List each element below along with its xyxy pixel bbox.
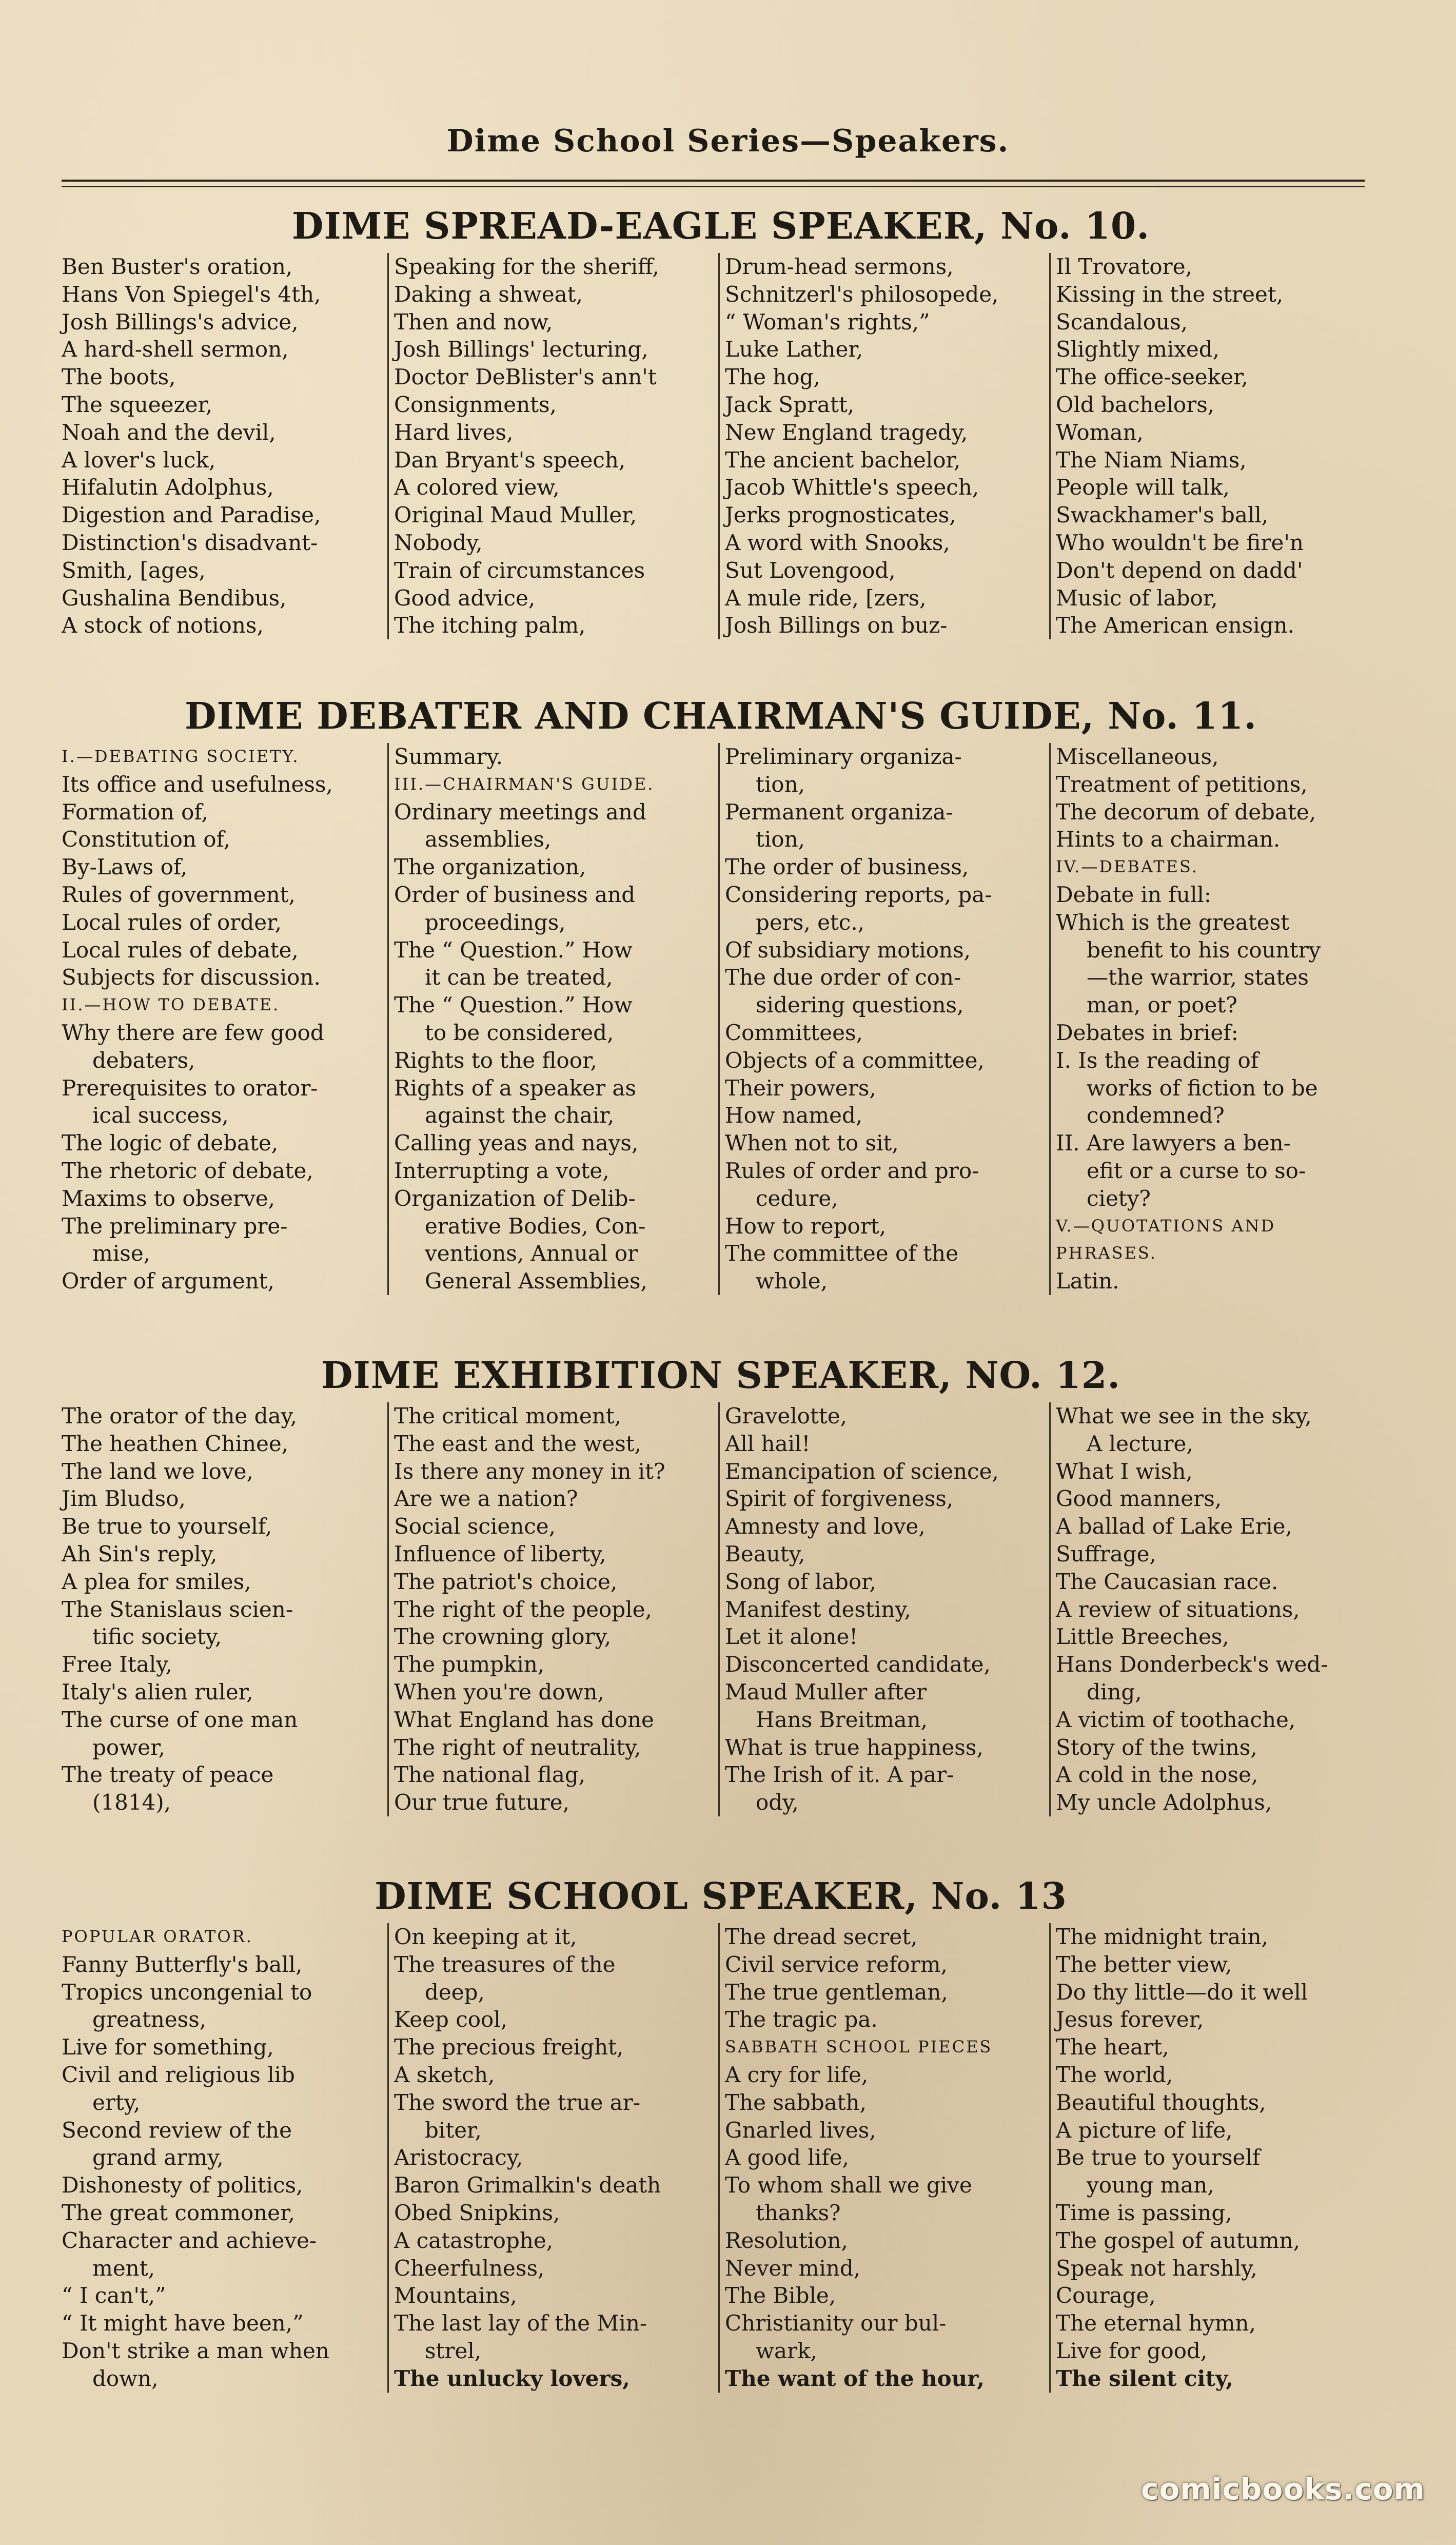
catalog-entry: Smith, [ages, — [62, 557, 206, 583]
catalog-entry: —the warrior, states — [1087, 965, 1309, 990]
catalog-entry: Consignments, — [394, 391, 557, 417]
catalog-entry: Rights of a speaker as — [394, 1075, 637, 1101]
header-rule — [62, 180, 1365, 187]
subsection-heading: POPULAR ORATOR. — [62, 1927, 253, 1946]
catalog-entry: thanks? — [756, 2200, 841, 2225]
catalog-entry: Hard lives, — [394, 419, 514, 445]
catalog-entry: Good advice, — [394, 585, 536, 611]
catalog-entry: The office-seeker, — [1056, 364, 1248, 390]
catalog-entry: The critical moment, — [394, 1403, 622, 1428]
catalog-entry: A cry for life, — [725, 2062, 869, 2087]
catalog-entry: The precious freight, — [394, 2034, 624, 2060]
catalog-entry: The treasures of the — [394, 1951, 616, 1977]
catalog-entry: Emancipation of science, — [725, 1458, 999, 1484]
catalog-entry: Beautiful thoughts, — [1056, 2089, 1266, 2115]
catalog-entry: Il Trovatore, — [1056, 254, 1192, 279]
catalog-entry: Dishonesty of politics, — [62, 2172, 303, 2198]
catalog-entry: What I wish, — [1056, 1458, 1193, 1484]
catalog-entry: Influence of liberty, — [394, 1541, 606, 1567]
catalog-entry: grand army, — [92, 2145, 224, 2170]
catalog-entry: A review of situations, — [1056, 1596, 1300, 1622]
catalog-entry: Luke Lather, — [725, 337, 863, 362]
catalog-entry: Mountains, — [394, 2283, 517, 2308]
catalog-entry: Cheerfulness, — [394, 2255, 545, 2281]
catalog-entry: The squeezer, — [62, 391, 213, 417]
catalog-entry: Jack Spratt, — [725, 391, 855, 417]
catalog-entry: Treatment of petitions, — [1056, 771, 1308, 797]
section-columns — [56, 253, 1385, 639]
catalog-entry: The orator of the day, — [62, 1403, 298, 1428]
catalog-entry: The hog, — [725, 364, 820, 390]
catalog-entry: Permanent organiza- — [725, 799, 953, 825]
catalog-entry: Josh Billings on buz- — [725, 613, 948, 638]
catalog-entry: What England has done — [394, 1707, 654, 1732]
catalog-entry: Second review of the — [62, 2117, 292, 2143]
catalog-entry: The midnight train, — [1056, 1924, 1268, 1949]
catalog-entry: A sketch, — [394, 2062, 495, 2087]
catalog-entry: Committees, — [725, 1020, 863, 1045]
catalog-entry: The curse of one man — [62, 1707, 298, 1732]
catalog-entry: When not to sit, — [725, 1130, 899, 1156]
catalog-entry: down, — [92, 2365, 159, 2391]
catalog-entry: Distinction's disadvant- — [62, 530, 318, 555]
catalog-entry: General Assemblies, — [425, 1268, 647, 1294]
catalog-entry: Its office and usefulness, — [62, 771, 333, 797]
catalog-entry: A word with Snooks, — [725, 530, 950, 555]
catalog-entry: The want of the hour, — [725, 2365, 985, 2391]
catalog-entry: Keep cool, — [394, 2007, 508, 2032]
catalog-entry: The eternal hymn, — [1056, 2311, 1256, 2336]
catalog-entry: A catastrophe, — [394, 2227, 554, 2253]
catalog-entry: Digestion and Paradise, — [62, 502, 321, 528]
catalog-entry: A stock of notions, — [62, 613, 264, 638]
catalog-entry: Be true to yourself, — [62, 1514, 272, 1539]
catalog-entry: Order of argument, — [62, 1268, 274, 1294]
catalog-entry: assemblies, — [425, 827, 552, 852]
catalog-entry: Live for something, — [62, 2034, 274, 2060]
catalog-entry: Local rules of order, — [62, 909, 282, 935]
catalog-entry: (1814), — [92, 1790, 171, 1815]
subsection-heading: IV.—DEBATES. — [1056, 857, 1198, 877]
catalog-entry: Sut Lovengood, — [725, 557, 896, 583]
catalog-entry: Rules of order and pro- — [725, 1158, 979, 1183]
catalog-entry: efit or a curse to so- — [1087, 1158, 1306, 1183]
catalog-entry: condemned? — [1087, 1103, 1225, 1128]
catalog-entry: The ancient bachelor, — [725, 447, 961, 473]
catalog-entry: Considering reports, pa- — [725, 882, 992, 907]
catalog-entry: Live for good, — [1056, 2338, 1208, 2363]
catalog-entry: Latin. — [1056, 1268, 1119, 1294]
catalog-entry: Miscellaneous, — [1056, 744, 1219, 769]
catalog-entry: ody, — [756, 1790, 799, 1815]
catalog-entry: “ Woman's rights,” — [725, 309, 930, 335]
section-debater-chairmans-guide — [56, 693, 1385, 1295]
catalog-entry: Suffrage, — [1056, 1541, 1156, 1567]
catalog-entry: Ben Buster's oration, — [62, 254, 293, 279]
catalog-entry: People will talk, — [1056, 475, 1230, 500]
catalog-entry: The sword the true ar- — [394, 2089, 641, 2115]
catalog-entry: it can be treated, — [425, 965, 613, 990]
catalog-entry: ical success, — [92, 1103, 229, 1128]
catalog-entry: Hans Von Spiegel's 4th, — [62, 281, 321, 307]
catalog-entry: whole, — [756, 1268, 828, 1294]
catalog-entry: The rhetoric of debate, — [62, 1158, 313, 1183]
section-title: DIME DEBATER AND CHAIRMAN'S GUIDE, No. 11. — [184, 694, 1257, 737]
catalog-entry: Jacob Whittle's speech, — [725, 475, 979, 500]
catalog-entry: Order of business and — [394, 882, 636, 907]
catalog-entry: The Irish of it. A par- — [725, 1762, 954, 1788]
catalog-entry: A picture of life, — [1056, 2117, 1233, 2143]
catalog-entry: Debate in full: — [1056, 882, 1211, 907]
catalog-entry: The Bible, — [725, 2283, 836, 2308]
catalog-entry: Hans Breitman, — [756, 1707, 928, 1732]
catalog-entry: to be considered, — [425, 1020, 614, 1045]
catalog-entry: On keeping at it, — [394, 1924, 577, 1949]
catalog-entry: power, — [92, 1734, 165, 1760]
catalog-entry: The Niam Niams, — [1056, 447, 1247, 473]
catalog-entry: ding, — [1087, 1679, 1142, 1705]
catalog-entry: By-Laws of, — [62, 854, 188, 880]
catalog-entry: Free Italy, — [62, 1652, 172, 1677]
catalog-entry: Jerks prognosticates, — [725, 502, 956, 528]
catalog-entry: What is true happiness, — [725, 1734, 983, 1760]
catalog-entry: The dread secret, — [725, 1924, 918, 1949]
catalog-entry: Drum-head sermons, — [725, 254, 954, 279]
catalog-entry: sidering questions, — [756, 992, 964, 1018]
catalog-column-3 — [718, 1402, 1049, 1816]
section-exhibition-speaker — [56, 1352, 1385, 1816]
catalog-entry: What we see in the sky, — [1056, 1403, 1312, 1428]
catalog-entry: The east and the west, — [394, 1431, 641, 1456]
catalog-entry: Old bachelors, — [1056, 391, 1215, 417]
catalog-entry: ment, — [92, 2255, 155, 2281]
catalog-entry: Rules of government, — [62, 882, 296, 907]
catalog-entry: Song of labor, — [725, 1569, 876, 1594]
catalog-entry: Which is the greatest — [1056, 909, 1290, 935]
section-title: DIME SPREAD-EAGLE SPEAKER, No. 10. — [291, 204, 1150, 247]
catalog-entry: The committee of the — [725, 1241, 958, 1266]
catalog-entry: mise, — [92, 1241, 151, 1266]
section-columns — [56, 1402, 1385, 1816]
catalog-entry: Original Maud Muller, — [394, 502, 637, 528]
catalog-entry: The crowning glory, — [394, 1624, 612, 1650]
catalog-entry: A colored view, — [394, 475, 560, 500]
catalog-entry: Ordinary meetings and — [394, 799, 646, 825]
catalog-entry: A victim of toothache, — [1056, 1707, 1296, 1732]
catalog-entry: A good life, — [725, 2145, 849, 2170]
catalog-entry: The right of neutrality, — [394, 1734, 641, 1760]
catalog-entry: Character and achieve- — [62, 2227, 317, 2253]
catalog-column-2 — [387, 743, 718, 1295]
running-head: Dime School Series—Speakers. — [446, 123, 1010, 159]
catalog-entry: Time is passing, — [1056, 2200, 1232, 2225]
catalog-entry: Formation of, — [62, 799, 208, 825]
catalog-entry: The preliminary pre- — [62, 1213, 288, 1239]
subsection-heading: V.—QUOTATIONS AND — [1056, 1216, 1276, 1236]
catalog-entry: The world, — [1056, 2062, 1173, 2087]
catalog-entry: Don't strike a man when — [62, 2338, 329, 2363]
catalog-entry: Music of labor, — [1056, 585, 1218, 611]
catalog-entry: A mule ride, [zers, — [725, 585, 927, 611]
catalog-entry: The unlucky lovers, — [394, 2365, 630, 2391]
catalog-entry: The American ensign. — [1056, 613, 1294, 638]
catalog-entry: The Caucasian race. — [1056, 1569, 1278, 1594]
section-columns — [56, 1923, 1385, 2393]
catalog-entry: Don't depend on dadd' — [1056, 557, 1303, 583]
subsection-heading: I.—DEBATING SOCIETY. — [62, 747, 300, 766]
catalog-entry: All hail! — [725, 1431, 811, 1456]
catalog-entry: “ It might have been,” — [62, 2311, 304, 2336]
catalog-entry: To whom shall we give — [725, 2172, 972, 2198]
catalog-entry: The heart, — [1056, 2034, 1169, 2060]
catalog-entry: The order of business, — [725, 854, 969, 880]
subsection-heading: II.—HOW TO DEBATE. — [62, 995, 280, 1015]
catalog-entry: I. Is the reading of — [1056, 1047, 1259, 1073]
catalog-entry: Their powers, — [725, 1075, 876, 1101]
section-title: DIME EXHIBITION SPEAKER, NO. 12. — [321, 1354, 1121, 1397]
catalog-entry: ventions, Annual or — [425, 1241, 638, 1266]
catalog-entry: Italy's alien ruler, — [62, 1679, 253, 1705]
catalog-entry: Jim Bludso, — [62, 1486, 186, 1512]
catalog-column-2 — [387, 1923, 718, 2393]
section-spread-eagle-speaker — [56, 203, 1385, 639]
catalog-entry: Civil and religious lib — [62, 2062, 295, 2087]
catalog-entry: young man, — [1087, 2172, 1214, 2198]
catalog-entry: deep, — [425, 1979, 485, 2005]
catalog-entry: Train of circumstances — [394, 557, 645, 583]
catalog-entry: Calling yeas and nays, — [394, 1130, 639, 1156]
catalog-entry: Gushalina Bendibus, — [62, 585, 287, 611]
catalog-entry: Nobody, — [394, 530, 483, 555]
catalog-entry: The national flag, — [394, 1762, 586, 1788]
catalog-entry: tific society, — [92, 1624, 222, 1650]
subsection-heading: PHRASES. — [1056, 1243, 1157, 1263]
catalog-entry: Who wouldn't be fire'n — [1056, 530, 1304, 555]
catalog-entry: New England tragedy, — [725, 419, 968, 445]
catalog-entry: Josh Billings's advice, — [62, 309, 299, 335]
catalog-entry: A cold in the nose, — [1056, 1762, 1258, 1788]
catalog-entry: Subjects for discussion. — [62, 965, 321, 990]
catalog-entry: The pumpkin, — [394, 1652, 545, 1677]
catalog-entry: How to report, — [725, 1213, 887, 1239]
catalog-column-4 — [1049, 1402, 1380, 1816]
subsection-heading: III.—CHAIRMAN'S GUIDE. — [394, 774, 655, 794]
catalog-entry: Why there are few good — [62, 1020, 324, 1045]
catalog-entry: Scandalous, — [1056, 309, 1188, 335]
catalog-entry: Gnarled lives, — [725, 2117, 876, 2143]
catalog-entry: A plea for smiles, — [62, 1569, 251, 1594]
catalog-entry: Civil service reform, — [725, 1951, 948, 1977]
catalog-column-1 — [56, 743, 387, 1295]
catalog-column-1 — [56, 253, 387, 639]
catalog-entry: My uncle Adolphus, — [1056, 1790, 1272, 1815]
catalog-entry: Little Breeches, — [1056, 1624, 1229, 1650]
catalog-entry: man, or poet? — [1087, 992, 1237, 1018]
catalog-entry: Hifalutin Adolphus, — [62, 475, 274, 500]
section-columns — [56, 743, 1385, 1295]
catalog-entry: Maud Muller after — [725, 1679, 927, 1705]
catalog-entry: Do thy little—do it well — [1056, 1979, 1308, 2005]
catalog-entry: against the chair, — [425, 1103, 615, 1128]
catalog-entry: Doctor DeBlister's ann't — [394, 364, 657, 390]
catalog-entry: A ballad of Lake Erie, — [1056, 1514, 1292, 1539]
catalog-entry: The logic of debate, — [62, 1130, 279, 1156]
catalog-entry: Then and now, — [394, 309, 553, 335]
catalog-column-4 — [1049, 253, 1380, 639]
catalog-entry: The boots, — [62, 364, 176, 390]
catalog-entry: greatness, — [92, 2007, 207, 2032]
catalog-entry: Amnesty and love, — [725, 1514, 926, 1539]
catalog-entry: A hard-shell sermon, — [62, 337, 289, 362]
catalog-entry: Prerequisites to orator- — [62, 1075, 318, 1101]
catalog-entry: ciety? — [1087, 1185, 1151, 1211]
catalog-entry: Kissing in the street, — [1056, 281, 1284, 307]
catalog-entry: The right of the people, — [394, 1596, 652, 1622]
catalog-entry: II. Are lawyers a ben- — [1056, 1130, 1291, 1156]
section-school-speaker — [56, 1873, 1385, 2393]
catalog-column-2 — [387, 1402, 718, 1816]
catalog-entry: Woman, — [1056, 419, 1144, 445]
catalog-entry: The “ Question.” How — [394, 937, 633, 963]
catalog-entry: Jesus forever, — [1056, 2007, 1204, 2032]
catalog-entry: A lecture, — [1087, 1431, 1193, 1456]
catalog-entry: Tropics uncongenial to — [62, 1979, 312, 2005]
catalog-entry: tion, — [756, 827, 805, 852]
catalog-entry: Courage, — [1056, 2283, 1156, 2308]
catalog-entry: Preliminary organiza- — [725, 744, 962, 769]
catalog-entry: Summary. — [394, 744, 503, 769]
catalog-entry: The true gentleman, — [725, 1979, 948, 2005]
catalog-entry: Is there any money in it? — [394, 1458, 665, 1484]
catalog-entry: Never mind, — [725, 2255, 861, 2281]
catalog-entry: Daking a shweat, — [394, 281, 583, 307]
catalog-entry: Speaking for the sheriff, — [394, 254, 659, 279]
catalog-entry: Swackhamer's ball, — [1056, 502, 1269, 528]
catalog-entry: When you're down, — [394, 1679, 604, 1705]
catalog-entry: wark, — [756, 2338, 817, 2363]
catalog-column-2 — [387, 253, 718, 639]
catalog-entry: The Stanislaus scien- — [62, 1596, 293, 1622]
catalog-entry: The better view, — [1056, 1951, 1232, 1977]
catalog-column-3 — [718, 1923, 1049, 2393]
catalog-entry: The sabbath, — [725, 2089, 867, 2115]
catalog-entry: Hans Donderbeck's wed- — [1056, 1652, 1328, 1677]
catalog-entry: Debates in brief: — [1056, 1020, 1238, 1045]
catalog-entry: Fanny Butterfly's ball, — [62, 1951, 303, 1977]
catalog-entry: Aristocracy, — [394, 2145, 523, 2170]
catalog-column-1 — [56, 1402, 387, 1816]
catalog-entry: Christianity our bul- — [725, 2311, 947, 2336]
catalog-column-4 — [1049, 743, 1380, 1295]
catalog-entry: The silent city, — [1056, 2365, 1233, 2391]
catalog-entry: The due order of con- — [725, 965, 961, 990]
catalog-entry: The patriot's choice, — [394, 1569, 618, 1594]
catalog-entry: Baron Grimalkin's death — [394, 2172, 661, 2198]
catalog-entry: Noah and the devil, — [62, 419, 276, 445]
catalog-entry: benefit to his country — [1087, 937, 1321, 963]
catalog-entry: A lover's luck, — [62, 447, 216, 473]
catalog-entry: Local rules of debate, — [62, 937, 299, 963]
catalog-entry: How named, — [725, 1103, 863, 1128]
catalog-entry: Story of the twins, — [1056, 1734, 1257, 1760]
catalog-entry: Beauty, — [725, 1541, 805, 1567]
catalog-entry: The heathen Chinee, — [62, 1431, 289, 1456]
catalog-column-4 — [1049, 1923, 1380, 2393]
catalog-entry: Be true to yourself — [1056, 2145, 1261, 2170]
catalog-entry: Josh Billings' lecturing, — [394, 337, 648, 362]
catalog-entry: biter, — [425, 2117, 482, 2143]
catalog-entry: Constitution of, — [62, 827, 230, 852]
catalog-entry: Our true future, — [394, 1790, 569, 1815]
catalog-entry: Resolution, — [725, 2227, 848, 2253]
catalog-entry: “ I can't,” — [62, 2283, 166, 2308]
catalog-entry: Disconcerted candidate, — [725, 1652, 991, 1677]
catalog-entry: works of fiction to be — [1087, 1075, 1318, 1101]
catalog-entry: Objects of a committee, — [725, 1047, 985, 1073]
catalog-entry: The organization, — [394, 854, 586, 880]
catalog-column-3 — [718, 253, 1049, 639]
catalog-entry: The treaty of peace — [62, 1762, 274, 1788]
catalog-entry: Interrupting a vote, — [394, 1158, 609, 1183]
catalog-entry: Good manners, — [1056, 1486, 1222, 1512]
catalog-entry: The “ Question.” How — [394, 992, 633, 1018]
catalog-entry: Schnitzerl's philosopede, — [725, 281, 999, 307]
catalog-entry: tion, — [756, 771, 805, 797]
catalog-entry: The decorum of debate, — [1056, 799, 1316, 825]
catalog-entry: Slightly mixed, — [1056, 337, 1219, 362]
catalog-column-3 — [718, 743, 1049, 1295]
catalog-entry: The tragic pa. — [725, 2007, 878, 2032]
catalog-entry: cedure, — [756, 1185, 838, 1211]
catalog-entry: The great commoner, — [62, 2200, 295, 2225]
catalog-entry: erative Bodies, Con- — [425, 1213, 646, 1239]
catalog-entry: The last lay of the Min- — [394, 2311, 647, 2336]
catalog-entry: The gospel of autumn, — [1056, 2227, 1300, 2253]
catalog-column-1 — [56, 1923, 387, 2393]
catalog-entry: Dan Bryant's speech, — [394, 447, 626, 473]
watermark-brand: comicbooks.com — [1141, 2472, 1425, 2507]
catalog-entry: Organization of Delib- — [394, 1185, 636, 1211]
catalog-entry: erty, — [92, 2089, 141, 2115]
catalog-entry: Obed Snipkins, — [394, 2200, 560, 2225]
catalog-entry: Hints to a chairman. — [1056, 827, 1281, 852]
catalog-entry: Ah Sin's reply, — [62, 1541, 218, 1567]
catalog-entry: proceedings, — [425, 909, 566, 935]
catalog-entry: debaters, — [92, 1047, 195, 1073]
catalog-entry: Are we a nation? — [394, 1486, 578, 1512]
catalog-entry: Let it alone! — [725, 1624, 858, 1650]
catalog-entry: Gravelotte, — [725, 1403, 847, 1428]
catalog-entry: Social science, — [394, 1514, 556, 1539]
catalog-entry: The land we love, — [62, 1458, 253, 1484]
subsection-heading: SABBATH SCHOOL PIECES — [725, 2037, 993, 2057]
catalog-entry: strel, — [425, 2338, 482, 2363]
catalog-entry: Manifest destiny, — [725, 1596, 911, 1622]
catalog-entry: Of subsidiary motions, — [725, 937, 971, 963]
catalog-entry: Rights to the floor, — [394, 1047, 597, 1073]
section-title: DIME SCHOOL SPEAKER, No. 13 — [375, 1874, 1067, 1917]
catalog-entry: The itching palm, — [394, 613, 586, 638]
catalog-entry: Speak not harshly, — [1056, 2255, 1257, 2281]
catalog-entry: Spirit of forgiveness, — [725, 1486, 954, 1512]
catalog-entry: pers, etc., — [756, 909, 865, 935]
catalog-entry: Maxims to observe, — [62, 1185, 276, 1211]
